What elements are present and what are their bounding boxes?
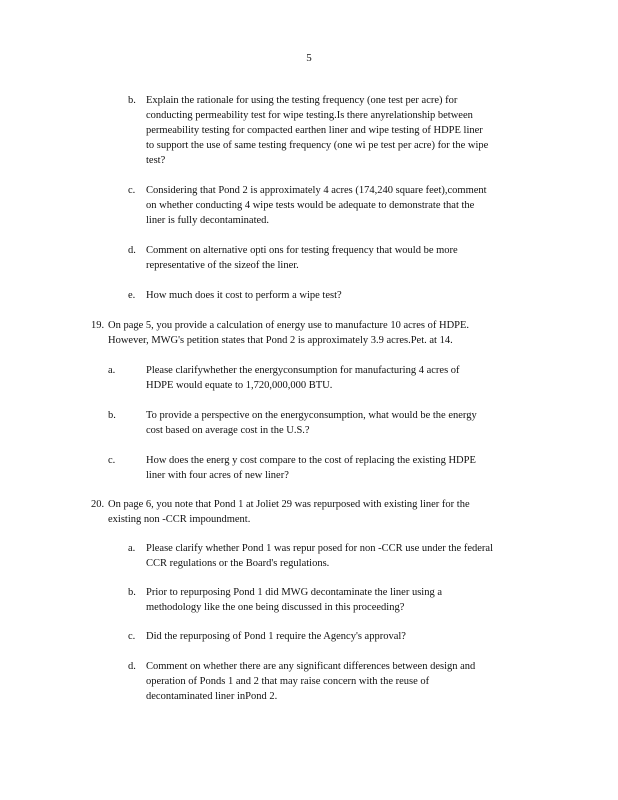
item-line: CCR regulations or the Board's regulations. [146, 558, 330, 569]
item-label: c. [108, 455, 116, 466]
item-label: b. [128, 587, 136, 598]
question-20 [91, 497, 531, 527]
item-line: conducting permeability test for wipe testing.Is there anyrelationship between [146, 110, 473, 121]
item-line: liner is fully decontaminated. [146, 215, 270, 226]
item-label: a. [108, 365, 116, 376]
item-label: a. [128, 543, 136, 554]
item-label: 19. [91, 320, 105, 331]
question-18d [128, 243, 528, 273]
item-line: cost based on average cost in the U.S.? [146, 425, 310, 436]
item-line: On page 5, you provide a calculation of energy use to manufacture 10 acres of HDPE. [108, 320, 470, 331]
question-19 [91, 318, 531, 348]
page-number: 5 [306, 52, 312, 64]
question-20d [128, 659, 528, 704]
item-label: b. [108, 410, 116, 421]
item-label: c. [128, 185, 136, 196]
item-line: Prior to repurposing Pond 1 did MWG decontaminate the liner using a [146, 587, 442, 598]
question-19b [108, 408, 528, 438]
item-line: operation of Ponds 1 and 2 that may raise concern with the reuse of [146, 676, 430, 687]
item-line: to support the use of same testing frequency (one wi pe test per acre) for the wipe [146, 140, 489, 151]
item-line: Considering that Pond 2 is approximately 4 acres (174,240 square feet),comment [146, 185, 487, 196]
item-line: decontaminated liner inPond 2. [146, 691, 278, 702]
item-line: permeability testing for compacted earthen liner and wipe testing of HDPE liner [146, 125, 483, 136]
question-20c [128, 629, 528, 644]
item-label: d. [128, 245, 136, 256]
item-line: Please clarify whether Pond 1 was repur posed for non -CCR use under the federal [146, 543, 493, 554]
question-19a [108, 363, 528, 393]
item-line: on whether conducting 4 wipe tests would be adequate to demonstrate that the [146, 200, 475, 211]
item-line: liner with four acres of new liner? [146, 470, 289, 481]
item-line: representative of the sizeof the liner. [146, 260, 299, 271]
item-line: Did the repurposing of Pond 1 require the Agency's approval? [146, 631, 406, 642]
item-label: d. [128, 661, 136, 672]
item-label: c. [128, 631, 136, 642]
question-19c [108, 453, 528, 483]
question-20a [128, 541, 528, 571]
item-line: To provide a perspective on the energyconsumption, what would be the energy [146, 410, 477, 421]
item-label: 20. [91, 499, 105, 510]
item-line: test? [146, 155, 166, 166]
question-20b [128, 585, 528, 615]
item-line: How much does it cost to perform a wipe test? [146, 290, 342, 301]
question-18b [128, 93, 528, 168]
item-line: existing non -CCR impoundment. [108, 514, 251, 525]
question-18e [128, 288, 528, 303]
item-label: e. [128, 290, 136, 301]
item-line: HDPE would equate to 1,720,000,000 BTU. [146, 380, 333, 391]
item-line: Please clarifywhether the energyconsumption for manufacturing 4 acres of [146, 365, 460, 376]
item-line: On page 6, you note that Pond 1 at Joliet 29 was repurposed with existing liner for the [108, 499, 470, 510]
item-line: However, MWG's petition states that Pond 2 is approximately 3.9 acres.Pet. at 14. [108, 335, 453, 346]
item-line: Comment on alternative opti ons for testing frequency that would be more [146, 245, 458, 256]
item-line: methodology like the one being discussed in this proceeding? [146, 602, 405, 613]
item-label: b. [128, 95, 136, 106]
item-line: How does the energ y cost compare to the cost of replacing the existing HDPE [146, 455, 476, 466]
question-18c [128, 183, 528, 228]
item-line: Explain the rationale for using the testing frequency (one test per acre) for [146, 95, 458, 106]
item-line: Comment on whether there are any significant differences between design and [146, 661, 476, 672]
